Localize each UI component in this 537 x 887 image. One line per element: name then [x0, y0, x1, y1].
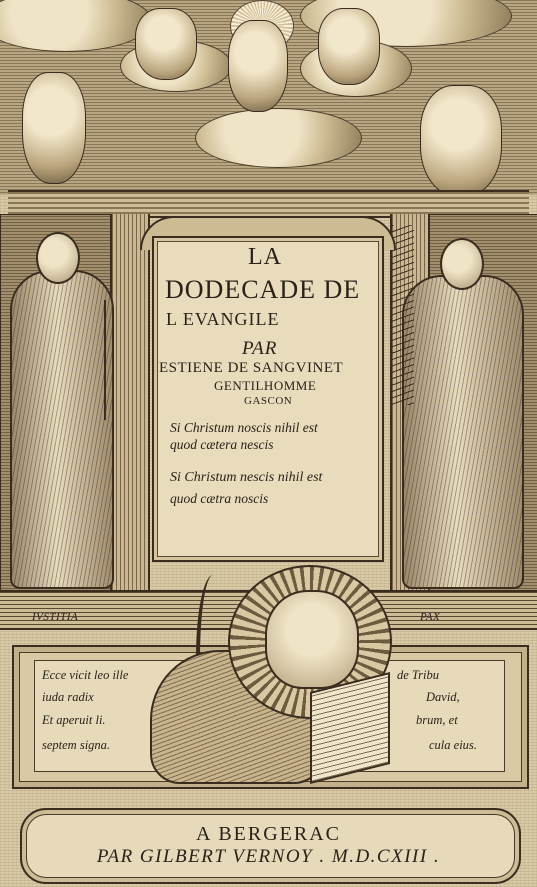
lion-face	[265, 590, 359, 689]
title-line-evangile: L EVANGILE	[166, 309, 280, 329]
apostles-left	[135, 8, 197, 80]
apostles-right	[318, 8, 380, 85]
title-line-dodecade: DODECADE DE	[165, 275, 361, 304]
imprint-printer-date: PAR GILBERT VERNOY . M.D.CXIII .	[96, 846, 441, 867]
cloud	[0, 0, 152, 52]
verse-3-left: Et aperuit li.	[42, 713, 106, 727]
verse-4-right: cula eius.	[429, 738, 477, 752]
title-line-la: LA	[248, 244, 282, 270]
verse-3-right: brum, et	[416, 713, 458, 727]
author-name: ESTIENE DE SANGVINET	[159, 360, 344, 376]
cherub-left	[22, 72, 86, 184]
motto-2b: quod cætra noscis	[170, 491, 269, 506]
author-rank: GENTILHOMME	[214, 378, 317, 393]
scales-icon	[104, 300, 150, 420]
label-pax: PAX	[420, 611, 441, 623]
heaven-scene	[0, 0, 537, 195]
verse-2-left: iuda radix	[42, 690, 94, 704]
author-origin: GASCON	[244, 395, 293, 407]
motto-1a: Si Christum noscis nihil est	[170, 420, 318, 435]
justitia-head	[36, 232, 80, 284]
verse-2-right: David,	[426, 690, 460, 704]
verse-1-right: de Tribu	[397, 668, 440, 682]
title-line-par: PAR	[242, 338, 278, 359]
pax-statue	[402, 275, 524, 589]
cloud	[195, 108, 362, 168]
label-iustitia: IVSTITIA	[32, 611, 79, 623]
imprint-place: A BERGERAC	[195, 823, 342, 845]
motto-1b: quod cætera nescis	[170, 437, 274, 452]
verse-1-left: Ecce vicit leo ille	[42, 668, 129, 682]
motto-2a: Si Christum nescis nihil est	[170, 470, 323, 485]
verse-4-left: septem signa.	[42, 738, 111, 752]
cherub-right	[420, 85, 502, 197]
christ-figure	[228, 20, 288, 112]
justitia-statue	[10, 270, 114, 589]
